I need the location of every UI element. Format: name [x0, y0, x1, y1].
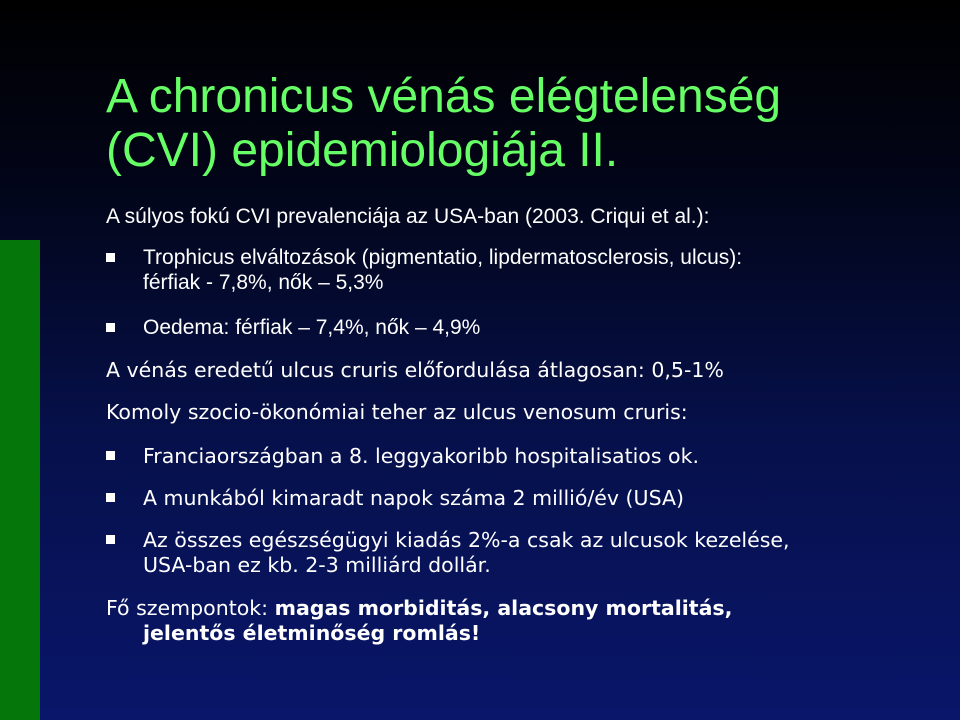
- trophicus-line-2: férfiak - 7,8%, nők – 5,3%: [143, 271, 384, 294]
- bullet-icon: [106, 323, 115, 332]
- bullet-icon: [106, 535, 115, 544]
- fo-szempontok-line-1: [106, 596, 732, 620]
- slide-title: [106, 70, 926, 178]
- bullet-icon: [106, 493, 115, 502]
- osszes-line-2: USA-ban ez kb. 2-3 milliárd dollár.: [143, 553, 491, 577]
- trophicus-line-1: Trophicus elváltozások (pigmentatio, lipdermatosclerosis, ulcus):: [143, 246, 743, 269]
- osszes-line-1: Az összes egészségügyi kiadás 2%-a csak az ulcusok kezelése,: [143, 528, 790, 552]
- title-line-2: (CVI) epidemiologiája II.: [106, 124, 619, 177]
- oedema-text: Oedema: férfiak – 7,4%, nők – 4,9%: [143, 316, 481, 339]
- komoly-text: Komoly szocio-ökonómiai teher az ulcus venosum cruris:: [106, 400, 688, 424]
- title-line-1: A chronicus vénás elégtelenség: [106, 70, 782, 123]
- fo-bold-2: jelentős életminőség romlás!: [143, 621, 481, 645]
- bullet-icon: [106, 451, 115, 460]
- munka-text: A munkából kimaradt napok száma 2 millió/év (USA): [143, 486, 684, 510]
- fo-prefix: Fő szempontok:: [106, 596, 275, 620]
- intro-text: A súlyos fokú CVI prevalenciája az USA-ban (2003. Criqui et al.):: [106, 205, 710, 228]
- fo-bold-1: magas morbiditás, alacsony mortalitás,: [274, 596, 733, 620]
- francia-text: Franciaországban a 8. leggyakoribb hospitalisatios ok.: [143, 444, 699, 468]
- bullet-icon: [106, 253, 115, 262]
- ulcus-text: A vénás eredetű ulcus cruris előfordulása átlagosan: 0,5-1%: [106, 358, 724, 382]
- left-accent-bar: [0, 240, 40, 720]
